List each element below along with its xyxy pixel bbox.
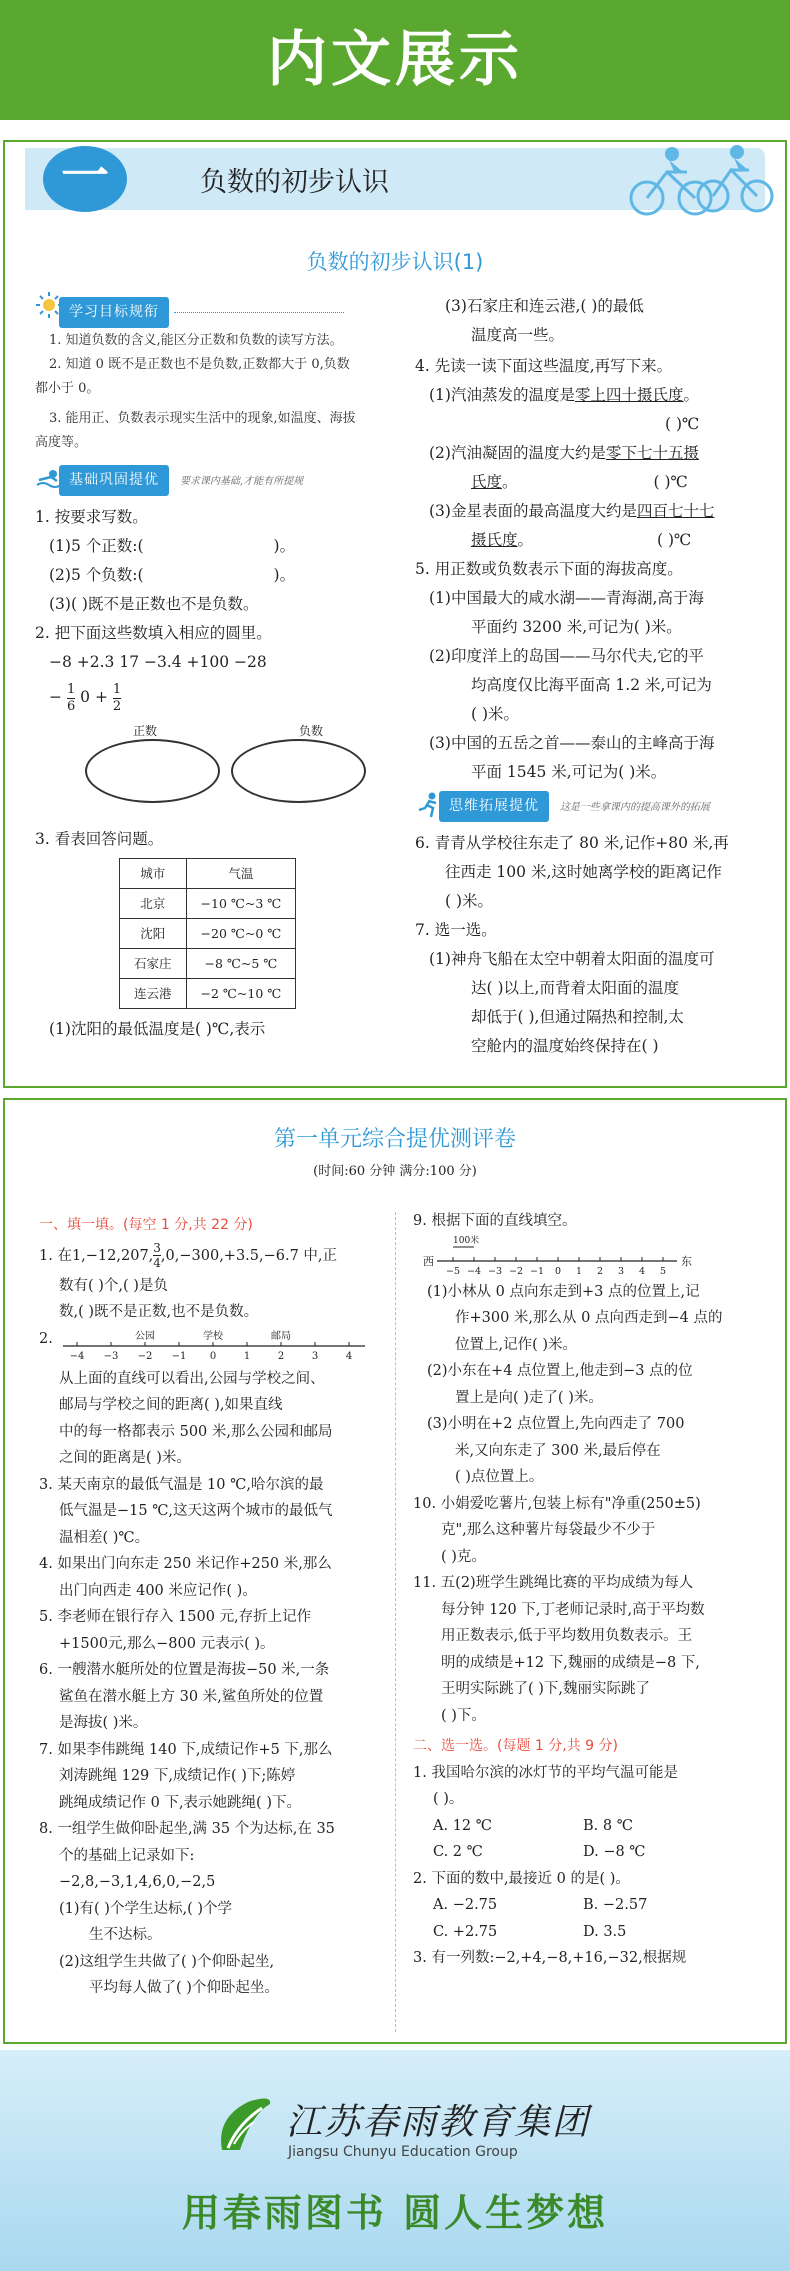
basic-note: 要求课内基础,才能有所提规 xyxy=(179,476,304,487)
test-line: 个的基础上记录如下: xyxy=(59,1847,195,1864)
test-line: ( )点位置上。 xyxy=(455,1469,544,1485)
test-line: 克",那么这种薯片每袋最少不少于 xyxy=(441,1522,656,1538)
test-line: 11. 五(2)班学生跳绳比赛的平均成绩为每人 xyxy=(413,1575,694,1591)
question-3: 3. 看表回答问题。 xyxy=(35,830,164,848)
table-cell: −8 ℃~5 ℃ xyxy=(186,949,296,979)
test-line: 置上是向( )走了( )米。 xyxy=(455,1389,603,1406)
tick-label: 2 xyxy=(277,1350,285,1362)
footer xyxy=(0,2050,790,2271)
question-4: 4. 先读一读下面这些温度,再写下来。 xyxy=(415,357,673,375)
banner-title: 内文展示 xyxy=(267,25,523,95)
option-b[interactable]: B. 8 ℃ xyxy=(583,1817,633,1834)
test-line: 从上面的直线可以看出,公园与学校之间、 xyxy=(59,1370,325,1387)
q4-part2: (2)汽油凝固的温度大约是零下七十五摄 xyxy=(429,444,699,462)
q4-part3-cont: 摄氏度。 ( )℃ xyxy=(471,531,692,549)
tick-label: 3 xyxy=(617,1265,625,1277)
question-5: 5. 用正数或负数表示下面的海拔高度。 xyxy=(415,560,683,578)
test-line: (1)小林从 0 点向东走到+3 点的位置上,记 xyxy=(427,1283,700,1300)
test-line: 每分钟 120 下,丁老师记录时,高于平均数 xyxy=(441,1601,705,1618)
tick-label: 5 xyxy=(659,1265,667,1277)
chapter-title: 负数的初步认识 xyxy=(200,167,389,198)
east-label: 东 xyxy=(681,1254,692,1268)
tick-label: −5 xyxy=(445,1265,461,1277)
place-label: 邮局 xyxy=(271,1330,291,1342)
negative-oval-label: 负数 xyxy=(299,724,324,738)
tick-label: −3 xyxy=(103,1350,119,1362)
test-line: 生不达标。 xyxy=(89,1927,162,1943)
q7-part1: (1)神舟飞船在太空中朝着太阳面的温度可 xyxy=(429,950,715,968)
tick-label: −1 xyxy=(171,1350,187,1362)
table-header-cell: 城市 xyxy=(120,859,187,889)
runner-icon xyxy=(415,791,443,819)
test-line: 王明实际跳了( )下,魏丽实际跳了 xyxy=(441,1681,651,1697)
table-cell: −20 ℃~0 ℃ xyxy=(186,919,296,949)
test-line: 出门向西走 400 米应记作( )。 xyxy=(59,1582,257,1599)
column-divider xyxy=(395,1212,396,2032)
test-title: 第一单元综合提优测评卷 xyxy=(273,1127,516,1152)
test-line: (3)小明在+2 点位置上,先向西走了 700 xyxy=(427,1416,685,1432)
test-line: 10. 小娟爱吃薯片,包装上标有"净重(250±5) xyxy=(413,1495,701,1512)
table-header-row xyxy=(120,859,296,889)
fraction-three-quarters: $\frac{3}{4}$ xyxy=(153,1241,161,1270)
q7-part1-cont3: 空舱内的温度始终保持在( ) xyxy=(471,1037,659,1055)
number-ovals xyxy=(35,717,395,825)
tick-label: 1 xyxy=(243,1350,251,1362)
content-preview-panel xyxy=(3,140,787,1088)
tick-label: −4 xyxy=(69,1350,85,1362)
test-line: 作+300 米,那么从 0 点向西走到−4 点的 xyxy=(455,1310,723,1326)
test-line: 4. 如果出门向东走 250 米记作+250 米,那么 xyxy=(39,1556,332,1572)
test-line: 6. 一艘潜水艇所处的位置是海拔−50 米,一条 xyxy=(39,1662,330,1678)
mc1-options-row2 xyxy=(413,1839,773,1866)
test-line: 之间的距离是( )米。 xyxy=(59,1450,191,1466)
think-note: 这是一些拿课内的提高课外的拓展 xyxy=(559,802,710,813)
section-title: 负数的初步认识(1) xyxy=(306,250,484,274)
negative-oval[interactable] xyxy=(231,739,366,803)
option-b[interactable]: B. −2.57 xyxy=(583,1897,648,1913)
q5-part2: (2)印度洋上的岛国——马尔代夫,它的平 xyxy=(429,647,704,665)
tick-label: −4 xyxy=(466,1265,482,1277)
test-q9-number-line xyxy=(413,1235,773,1279)
sun-icon xyxy=(35,291,63,319)
test-line: 明的成绩是+12 下,魏丽的成绩是−8 下, xyxy=(441,1654,700,1671)
question-7: 7. 选一选。 xyxy=(415,921,497,939)
table-cell: −2 ℃~10 ℃ xyxy=(186,979,296,1009)
slogan: 用春雨图书 圆人生梦想 xyxy=(181,2191,609,2235)
table-cell: 石家庄 xyxy=(120,949,187,979)
tick-label: −2 xyxy=(508,1265,524,1277)
test-line: 平均每人做了( )个仰卧起坐。 xyxy=(89,1980,279,1996)
q5-part1: (1)中国最大的咸水湖——青海湖,高于海 xyxy=(429,589,704,607)
positive-oval[interactable] xyxy=(85,739,220,803)
test-line: 刘涛跳绳 129 下,成绩记作( )下;陈婷 xyxy=(59,1768,296,1784)
test-line: 位置上,记作( )米。 xyxy=(455,1336,578,1353)
q4-part3: (3)金星表面的最高温度大约是四百七十七 xyxy=(429,502,715,520)
tick-label: 4 xyxy=(345,1350,353,1362)
left-column xyxy=(35,297,395,1044)
q5-part2-cont: 均高度仅比海平面高 1.2 米,可记为 xyxy=(471,676,712,694)
goal-line: 高度等。 xyxy=(35,435,88,450)
q5-part2-cont2: ( )米。 xyxy=(471,705,520,723)
table-row xyxy=(120,979,296,1009)
test-q2: 2. −4 −3 −2 −1 0 1 2 3 4 公园 学校 邮局 xyxy=(39,1326,389,1366)
logo-chinese-text: 江苏春雨教育集团 xyxy=(286,2102,591,2143)
q3-part3: (3)石家庄和连云港,( )的最低 xyxy=(445,297,644,315)
right-column xyxy=(415,292,775,1061)
tick-label: −3 xyxy=(487,1265,503,1277)
test-line: −2,8,−3,1,4,6,0,−2,5 xyxy=(59,1874,216,1890)
test-line: +1500元,那么−800 元表示( )。 xyxy=(59,1635,275,1652)
mc-question-3: 3. 有一列数:−2,+4,−8,+16,−32,根据规 xyxy=(413,1950,687,1966)
test-line: 低气温是−15 ℃,这天这两个城市的最低气 xyxy=(59,1503,333,1519)
q3-part1: (1)沈阳的最低温度是( )℃,表示 xyxy=(49,1020,266,1038)
test-line: 中的每一格都表示 500 米,那么公园和邮局 xyxy=(59,1423,333,1440)
q5-part3-cont: 平面 1545 米,可记为( )米。 xyxy=(471,763,667,781)
q1-part2: (2)5 个负数:( )。 xyxy=(49,566,296,584)
swimmer-icon xyxy=(35,465,63,493)
test-left-column xyxy=(39,1212,389,2002)
q1-part1: (1)5 个正数:( )。 xyxy=(49,537,296,555)
test-line: 3. 某天南京的最低气温是 10 ℃,哈尔滨的最 xyxy=(39,1476,324,1493)
table-row xyxy=(120,949,296,979)
place-label: 公园 xyxy=(135,1330,155,1342)
tick-label: 0 xyxy=(554,1265,562,1277)
question-6-cont2: ( )米。 xyxy=(445,892,494,910)
option-d[interactable]: D. 3.5 xyxy=(583,1923,627,1940)
basic-label: 基础巩固提优 xyxy=(59,465,169,496)
mc-question-1-blank: ( )。 xyxy=(433,1791,464,1807)
test-line: 温相差( )℃。 xyxy=(59,1529,150,1546)
dotted-rule xyxy=(174,312,344,313)
test-paper-panel xyxy=(3,1098,787,2044)
number-line-west-east xyxy=(423,1235,713,1279)
question-6-cont: 往西走 100 米,这时她离学校的距离记作 xyxy=(445,863,722,881)
test-line: ( )下。 xyxy=(441,1707,486,1724)
tick-label: 0 xyxy=(209,1350,217,1362)
test-right-column xyxy=(413,1208,773,1972)
tick-label: 2 xyxy=(596,1265,604,1277)
think-label: 思维拓展提优 xyxy=(439,791,549,822)
q4-part1: (1)汽油蒸发的温度是零上四十摄氏度。 xyxy=(429,386,699,404)
option-a[interactable]: A. 12 ℃ xyxy=(433,1817,492,1834)
test-line: 7. 如果李伟跳绳 140 下,成绩记作+5 下,那么 xyxy=(39,1741,333,1758)
learning-goals xyxy=(35,329,395,455)
test-line: 数有( )个,( )是负 xyxy=(59,1277,168,1294)
goal-line: 都小于 0。 xyxy=(35,381,100,396)
scale-label: 100米 xyxy=(453,1235,480,1246)
test-line: 用正数表示,低于平均数用负数表示。王 xyxy=(441,1628,693,1644)
positive-oval-label: 正数 xyxy=(133,724,158,738)
table-cell: 连云港 xyxy=(120,979,187,1009)
test-line: 邮局与学校之间的距离( ),如果直线 xyxy=(59,1397,283,1413)
q7-part1-cont2: 却低于( ),但通过隔热和控制,太 xyxy=(471,1008,684,1026)
goal-line: 3. 能用正、负数表示现实生活中的现象,如温度、海拔 xyxy=(49,411,356,426)
test-line: 跳绳成绩记作 0 下,表示她跳绳( )下。 xyxy=(59,1794,301,1811)
test-subtitle: (时间:60 分钟 满分:100 分) xyxy=(313,1164,477,1179)
top-banner xyxy=(0,0,790,120)
q1-part3: (3)( )既不是正数也不是负数。 xyxy=(49,595,259,613)
test-line: (2)小东在+4 点位置上,他走到−3 点的位 xyxy=(427,1363,693,1379)
question-6: 6. 青青从学校往东走了 80 米,记作+80 米,再 xyxy=(415,834,729,852)
mc2-options-row1 xyxy=(413,1892,773,1919)
goal-line: 2. 知道 0 既不是正数也不是负数,正数都大于 0,负数 xyxy=(49,357,350,372)
fraction-one-sixth: $\frac{1}{6}$ xyxy=(66,681,76,714)
q2-numbers-row1: −8 +2.3 17 −3.4 +100 −28 xyxy=(49,653,267,671)
leaf-logo-icon xyxy=(212,2094,276,2158)
test-line: 9. 根据下面的直线填空。 xyxy=(413,1213,577,1229)
test-line: 米,又向东走了 300 米,最后停在 xyxy=(455,1442,661,1459)
option-c[interactable]: C. +2.75 xyxy=(433,1923,498,1940)
tick-label: −1 xyxy=(529,1265,545,1277)
q4-part1-blank: ( )℃ xyxy=(665,415,700,433)
q3-part3-cont: 温度高一些。 xyxy=(471,326,565,344)
test-line: (1)有( )个学生达标,( )个学 xyxy=(59,1900,232,1917)
q7-part1-cont: 达( )以上,而背着太阳面的温度 xyxy=(471,979,679,997)
test-line: 鲨鱼在潜水艇上方 30 米,鲨鱼所处的位置 xyxy=(59,1688,324,1705)
tick-label: 1 xyxy=(575,1265,583,1277)
q4-part2-cont: 氏度。 ( )℃ xyxy=(471,473,688,491)
test-q1: 1. 在1,−12,207, $\frac{3}{4}$ ,0,−300,+3.5,−6.7 中,正 xyxy=(39,1241,338,1270)
part2-heading: 二、选一选。(每题 1 分,共 9 分) xyxy=(413,1738,618,1754)
publisher-logo xyxy=(212,2094,592,2166)
logo-english-text: Jiangsu Chunyu Education Group xyxy=(288,2144,518,2160)
mc-question-2: 2. 下面的数中,最接近 0 的是( )。 xyxy=(413,1870,630,1887)
test-line: (2)这组学生共做了( )个仰卧起坐, xyxy=(59,1953,275,1970)
place-label: 学校 xyxy=(203,1330,223,1342)
fraction-one-half: $\frac{1}{2}$ xyxy=(112,681,122,714)
test-line: 8. 一组学生做仰卧起坐,满 35 个为达标,在 35 xyxy=(39,1821,335,1837)
option-c[interactable]: C. 2 ℃ xyxy=(433,1844,483,1860)
goal-line: 1. 知道负数的含义,能区分正数和负数的读写方法。 xyxy=(49,333,343,348)
table-header-cell: 气温 xyxy=(186,859,296,889)
chapter-number: 一 xyxy=(43,146,127,212)
option-d[interactable]: D. −8 ℃ xyxy=(583,1844,646,1860)
test-line: ( )克。 xyxy=(441,1548,486,1565)
table-cell: 北京 xyxy=(120,889,187,919)
tick-label: −2 xyxy=(137,1350,153,1362)
mc1-options-row1 xyxy=(413,1813,773,1840)
question-1: 1. 按要求写数。 xyxy=(35,508,148,526)
temperature-table xyxy=(119,858,296,1009)
table-row xyxy=(120,919,296,949)
tick-label: 4 xyxy=(638,1265,646,1277)
table-cell: 沈阳 xyxy=(120,919,187,949)
number-line-park-school xyxy=(63,1326,383,1366)
cyclist-illustration xyxy=(617,142,777,220)
test-line: 是海拔( )米。 xyxy=(59,1715,148,1731)
mc-question-1: 1. 我国哈尔滨的冰灯节的平均气温可能是 xyxy=(413,1764,678,1781)
west-label: 西 xyxy=(423,1254,434,1268)
question-2: 2. 把下面这些数填入相应的圆里。 xyxy=(35,624,272,642)
q5-part3: (3)中国的五岳之首——泰山的主峰高于海 xyxy=(429,734,715,752)
option-a[interactable]: A. −2.75 xyxy=(433,1897,498,1913)
table-cell: −10 ℃~3 ℃ xyxy=(186,889,296,919)
test-line: 5. 李老师在银行存入 1500 元,存折上记作 xyxy=(39,1609,312,1625)
mc2-options-row2 xyxy=(413,1919,773,1946)
q2-numbers-row2: − $\frac{1}{6}$ 0 + $\frac{1}{2}$ xyxy=(49,681,122,714)
test-line: 数,( )既不是正数,也不是负数。 xyxy=(59,1304,259,1320)
goals-label: 学习目标规衔 xyxy=(59,297,169,328)
table-row xyxy=(120,889,296,919)
part1-heading: 一、填一填。(每空 1 分,共 22 分) xyxy=(39,1217,253,1233)
q5-part1-cont: 平面约 3200 米,可记为( )米。 xyxy=(471,618,682,636)
tick-label: 3 xyxy=(311,1350,319,1362)
